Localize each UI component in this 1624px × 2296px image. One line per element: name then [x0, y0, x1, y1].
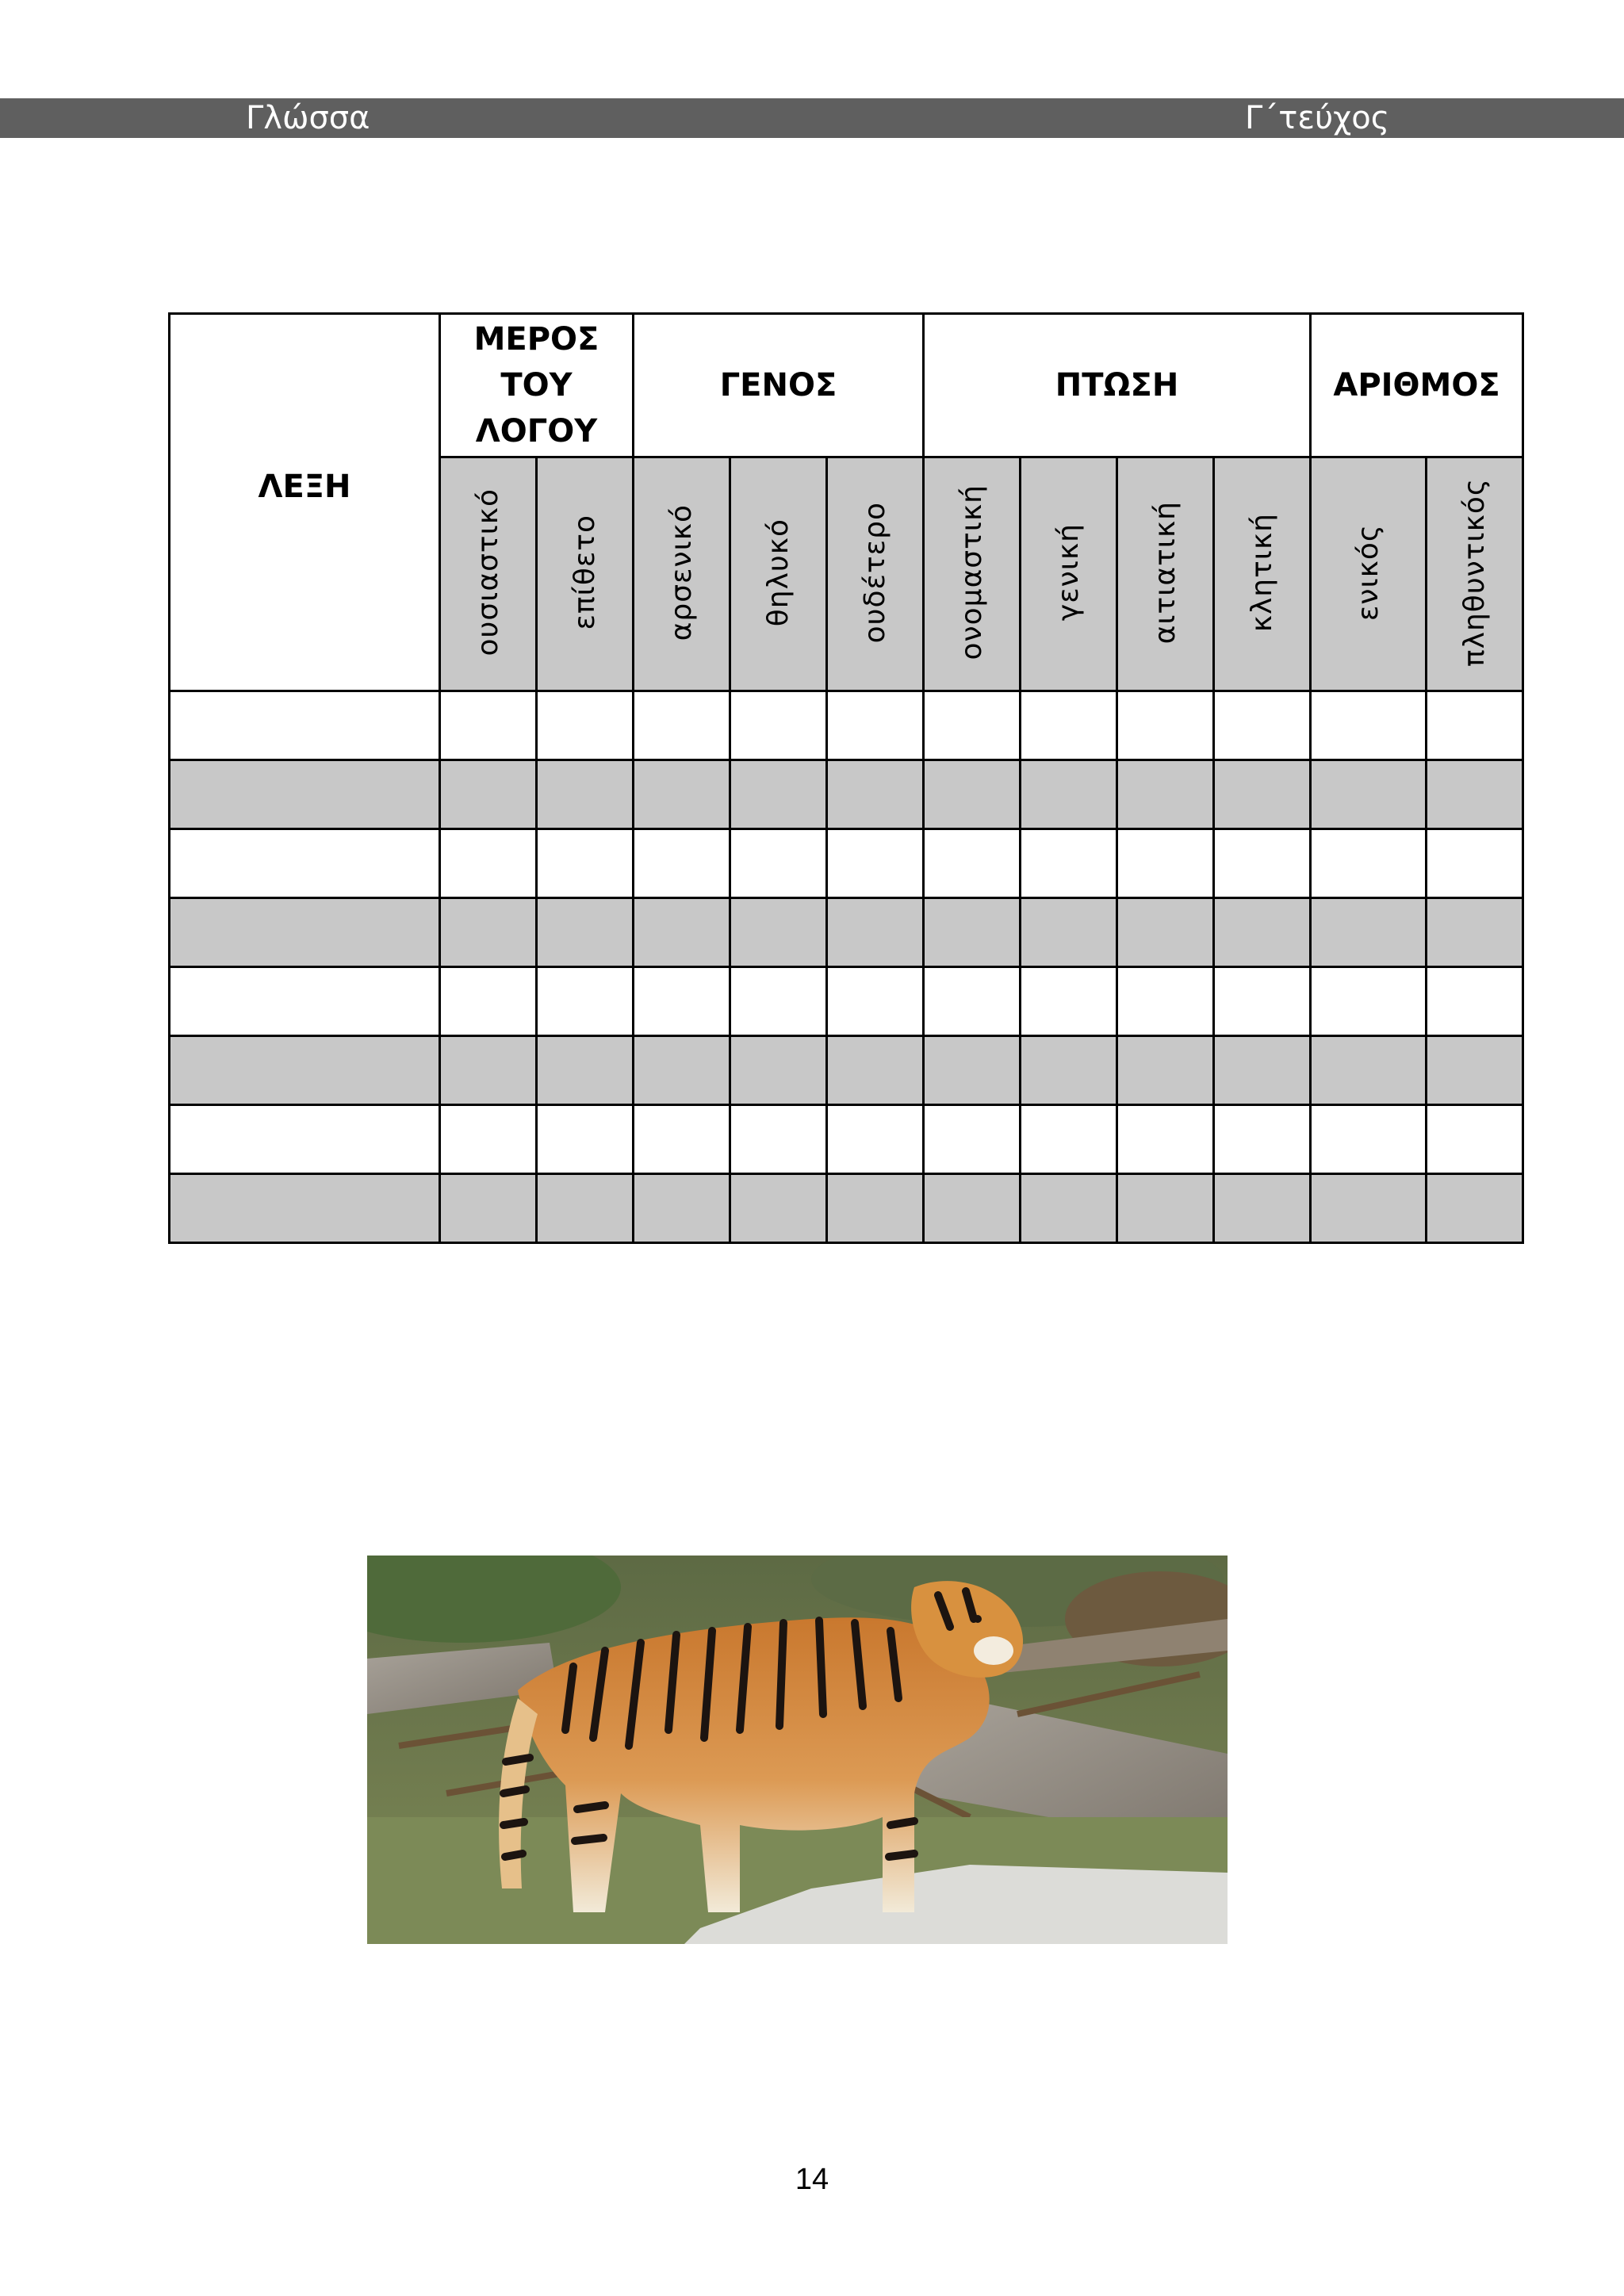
answer-cell[interactable]	[537, 1105, 634, 1174]
answer-cell[interactable]	[537, 1174, 634, 1243]
group-header-gender: ΓΕΝΟΣ	[634, 314, 924, 457]
answer-cell[interactable]	[1021, 1105, 1117, 1174]
group-header-case: ΠΤΩΣΗ	[924, 314, 1311, 457]
table-row	[170, 1105, 1523, 1174]
answer-cell[interactable]	[730, 1036, 827, 1105]
answer-cell[interactable]	[730, 898, 827, 967]
answer-cell[interactable]	[537, 898, 634, 967]
word-cell[interactable]	[170, 691, 440, 760]
answer-cell[interactable]	[730, 829, 827, 898]
answer-cell[interactable]	[1021, 829, 1117, 898]
answer-cell[interactable]	[827, 898, 924, 967]
answer-cell[interactable]	[634, 691, 730, 760]
word-cell[interactable]	[170, 967, 440, 1036]
answer-cell[interactable]	[440, 760, 537, 829]
answer-cell[interactable]	[1311, 1036, 1427, 1105]
answer-cell[interactable]	[1021, 898, 1117, 967]
answer-cell[interactable]	[1214, 898, 1311, 967]
answer-cell[interactable]	[730, 1105, 827, 1174]
answer-cell[interactable]	[1427, 1174, 1523, 1243]
answer-cell[interactable]	[1117, 1105, 1214, 1174]
answer-cell[interactable]	[1311, 691, 1427, 760]
answer-cell[interactable]	[537, 829, 634, 898]
page-number: 14	[795, 2163, 829, 2196]
group-header-part-of-speech: ΜΕΡΟΣ ΤΟΥ ΛΟΓΟΥ	[440, 314, 634, 457]
column-header-genitive: γενική	[1021, 457, 1117, 691]
answer-cell[interactable]	[1311, 829, 1427, 898]
tiger-photo	[367, 1556, 1228, 1944]
tiger-illustration	[367, 1556, 1228, 1944]
header-issue-title: Γ΄τεύχος	[1245, 100, 1390, 136]
answer-cell[interactable]	[1214, 1036, 1311, 1105]
answer-cell[interactable]	[1311, 760, 1427, 829]
header-subject-title: Γλώσσα	[246, 100, 370, 136]
answer-cell[interactable]	[730, 691, 827, 760]
table-row	[170, 1174, 1523, 1243]
answer-cell[interactable]	[634, 760, 730, 829]
answer-cell[interactable]	[537, 760, 634, 829]
word-cell[interactable]	[170, 829, 440, 898]
answer-cell[interactable]	[827, 1174, 924, 1243]
answer-cell[interactable]	[1214, 1105, 1311, 1174]
table-row	[170, 898, 1523, 967]
answer-cell[interactable]	[634, 967, 730, 1036]
answer-cell[interactable]	[1427, 691, 1523, 760]
column-header-neuter: ουδέτερο	[827, 457, 924, 691]
answer-cell[interactable]	[440, 898, 537, 967]
answer-cell[interactable]	[440, 967, 537, 1036]
answer-cell[interactable]	[827, 1036, 924, 1105]
answer-cell[interactable]	[440, 1105, 537, 1174]
answer-cell[interactable]	[1311, 1105, 1427, 1174]
answer-cell[interactable]	[1021, 760, 1117, 829]
answer-cell[interactable]	[537, 967, 634, 1036]
answer-cell[interactable]	[924, 1174, 1021, 1243]
answer-cell[interactable]	[924, 967, 1021, 1036]
column-header-nominative: ονομαστική	[924, 457, 1021, 691]
answer-cell[interactable]	[1427, 1105, 1523, 1174]
table-row	[170, 829, 1523, 898]
answer-cell[interactable]	[1117, 1036, 1214, 1105]
answer-cell[interactable]	[1427, 1036, 1523, 1105]
table-row	[170, 967, 1523, 1036]
answer-cell[interactable]	[440, 1174, 537, 1243]
column-header-singular: ενικός	[1311, 457, 1427, 691]
answer-cell[interactable]	[1021, 691, 1117, 760]
answer-cell[interactable]	[634, 898, 730, 967]
answer-cell[interactable]	[1021, 1174, 1117, 1243]
answer-cell[interactable]	[1427, 760, 1523, 829]
answer-cell[interactable]	[537, 691, 634, 760]
column-header-noun: ουσιαστικό	[440, 457, 537, 691]
answer-cell[interactable]	[1214, 691, 1311, 760]
answer-cell[interactable]	[1214, 829, 1311, 898]
answer-cell[interactable]	[1311, 1174, 1427, 1243]
answer-cell[interactable]	[1427, 829, 1523, 898]
word-cell[interactable]	[170, 1174, 440, 1243]
column-header-adjective: επίθετο	[537, 457, 634, 691]
answer-cell[interactable]	[730, 967, 827, 1036]
answer-cell[interactable]	[924, 691, 1021, 760]
answer-cell[interactable]	[924, 760, 1021, 829]
word-cell[interactable]	[170, 760, 440, 829]
column-header-masculine: αρσενικό	[634, 457, 730, 691]
word-column-header: ΛΕΞΗ	[170, 314, 440, 691]
word-cell[interactable]	[170, 1105, 440, 1174]
answer-cell[interactable]	[1427, 898, 1523, 967]
column-header-plural: πληθυντικός	[1427, 457, 1523, 691]
answer-cell[interactable]	[1214, 1174, 1311, 1243]
table-body	[170, 691, 1523, 1243]
answer-cell[interactable]	[1117, 829, 1214, 898]
answer-cell[interactable]	[924, 898, 1021, 967]
answer-cell[interactable]	[440, 691, 537, 760]
answer-cell[interactable]	[1117, 691, 1214, 760]
answer-cell[interactable]	[924, 1105, 1021, 1174]
word-cell[interactable]	[170, 898, 440, 967]
answer-cell[interactable]	[1117, 967, 1214, 1036]
answer-cell[interactable]	[730, 1174, 827, 1243]
answer-cell[interactable]	[1214, 967, 1311, 1036]
answer-cell[interactable]	[440, 1036, 537, 1105]
table-row	[170, 691, 1523, 760]
answer-cell[interactable]	[1311, 898, 1427, 967]
table-row	[170, 1036, 1523, 1105]
answer-cell[interactable]	[1021, 967, 1117, 1036]
answer-cell[interactable]	[1214, 760, 1311, 829]
answer-cell[interactable]	[1021, 1036, 1117, 1105]
answer-cell[interactable]	[634, 1036, 730, 1105]
group-header-number: ΑΡΙΘΜΟΣ	[1311, 314, 1523, 457]
answer-cell[interactable]	[924, 829, 1021, 898]
answer-cell[interactable]	[827, 967, 924, 1036]
answer-cell[interactable]	[440, 829, 537, 898]
answer-cell[interactable]	[1117, 1174, 1214, 1243]
header-bar	[0, 98, 1624, 138]
answer-cell[interactable]	[827, 760, 924, 829]
answer-cell[interactable]	[924, 1036, 1021, 1105]
answer-cell[interactable]	[1311, 967, 1427, 1036]
answer-cell[interactable]	[1117, 760, 1214, 829]
column-header-vocative: κλητική	[1214, 457, 1311, 691]
column-header-accusative: αιτιατική	[1117, 457, 1214, 691]
answer-cell[interactable]	[730, 760, 827, 829]
answer-cell[interactable]	[634, 829, 730, 898]
word-cell[interactable]	[170, 1036, 440, 1105]
answer-cell[interactable]	[1117, 898, 1214, 967]
answer-cell[interactable]	[827, 1105, 924, 1174]
table-row	[170, 760, 1523, 829]
grammar-table	[168, 312, 1524, 1244]
answer-cell[interactable]	[827, 691, 924, 760]
answer-cell[interactable]	[827, 829, 924, 898]
answer-cell[interactable]	[1427, 967, 1523, 1036]
answer-cell[interactable]	[634, 1174, 730, 1243]
answer-cell[interactable]	[537, 1036, 634, 1105]
answer-cell[interactable]	[634, 1105, 730, 1174]
column-header-feminine: θηλυκό	[730, 457, 827, 691]
